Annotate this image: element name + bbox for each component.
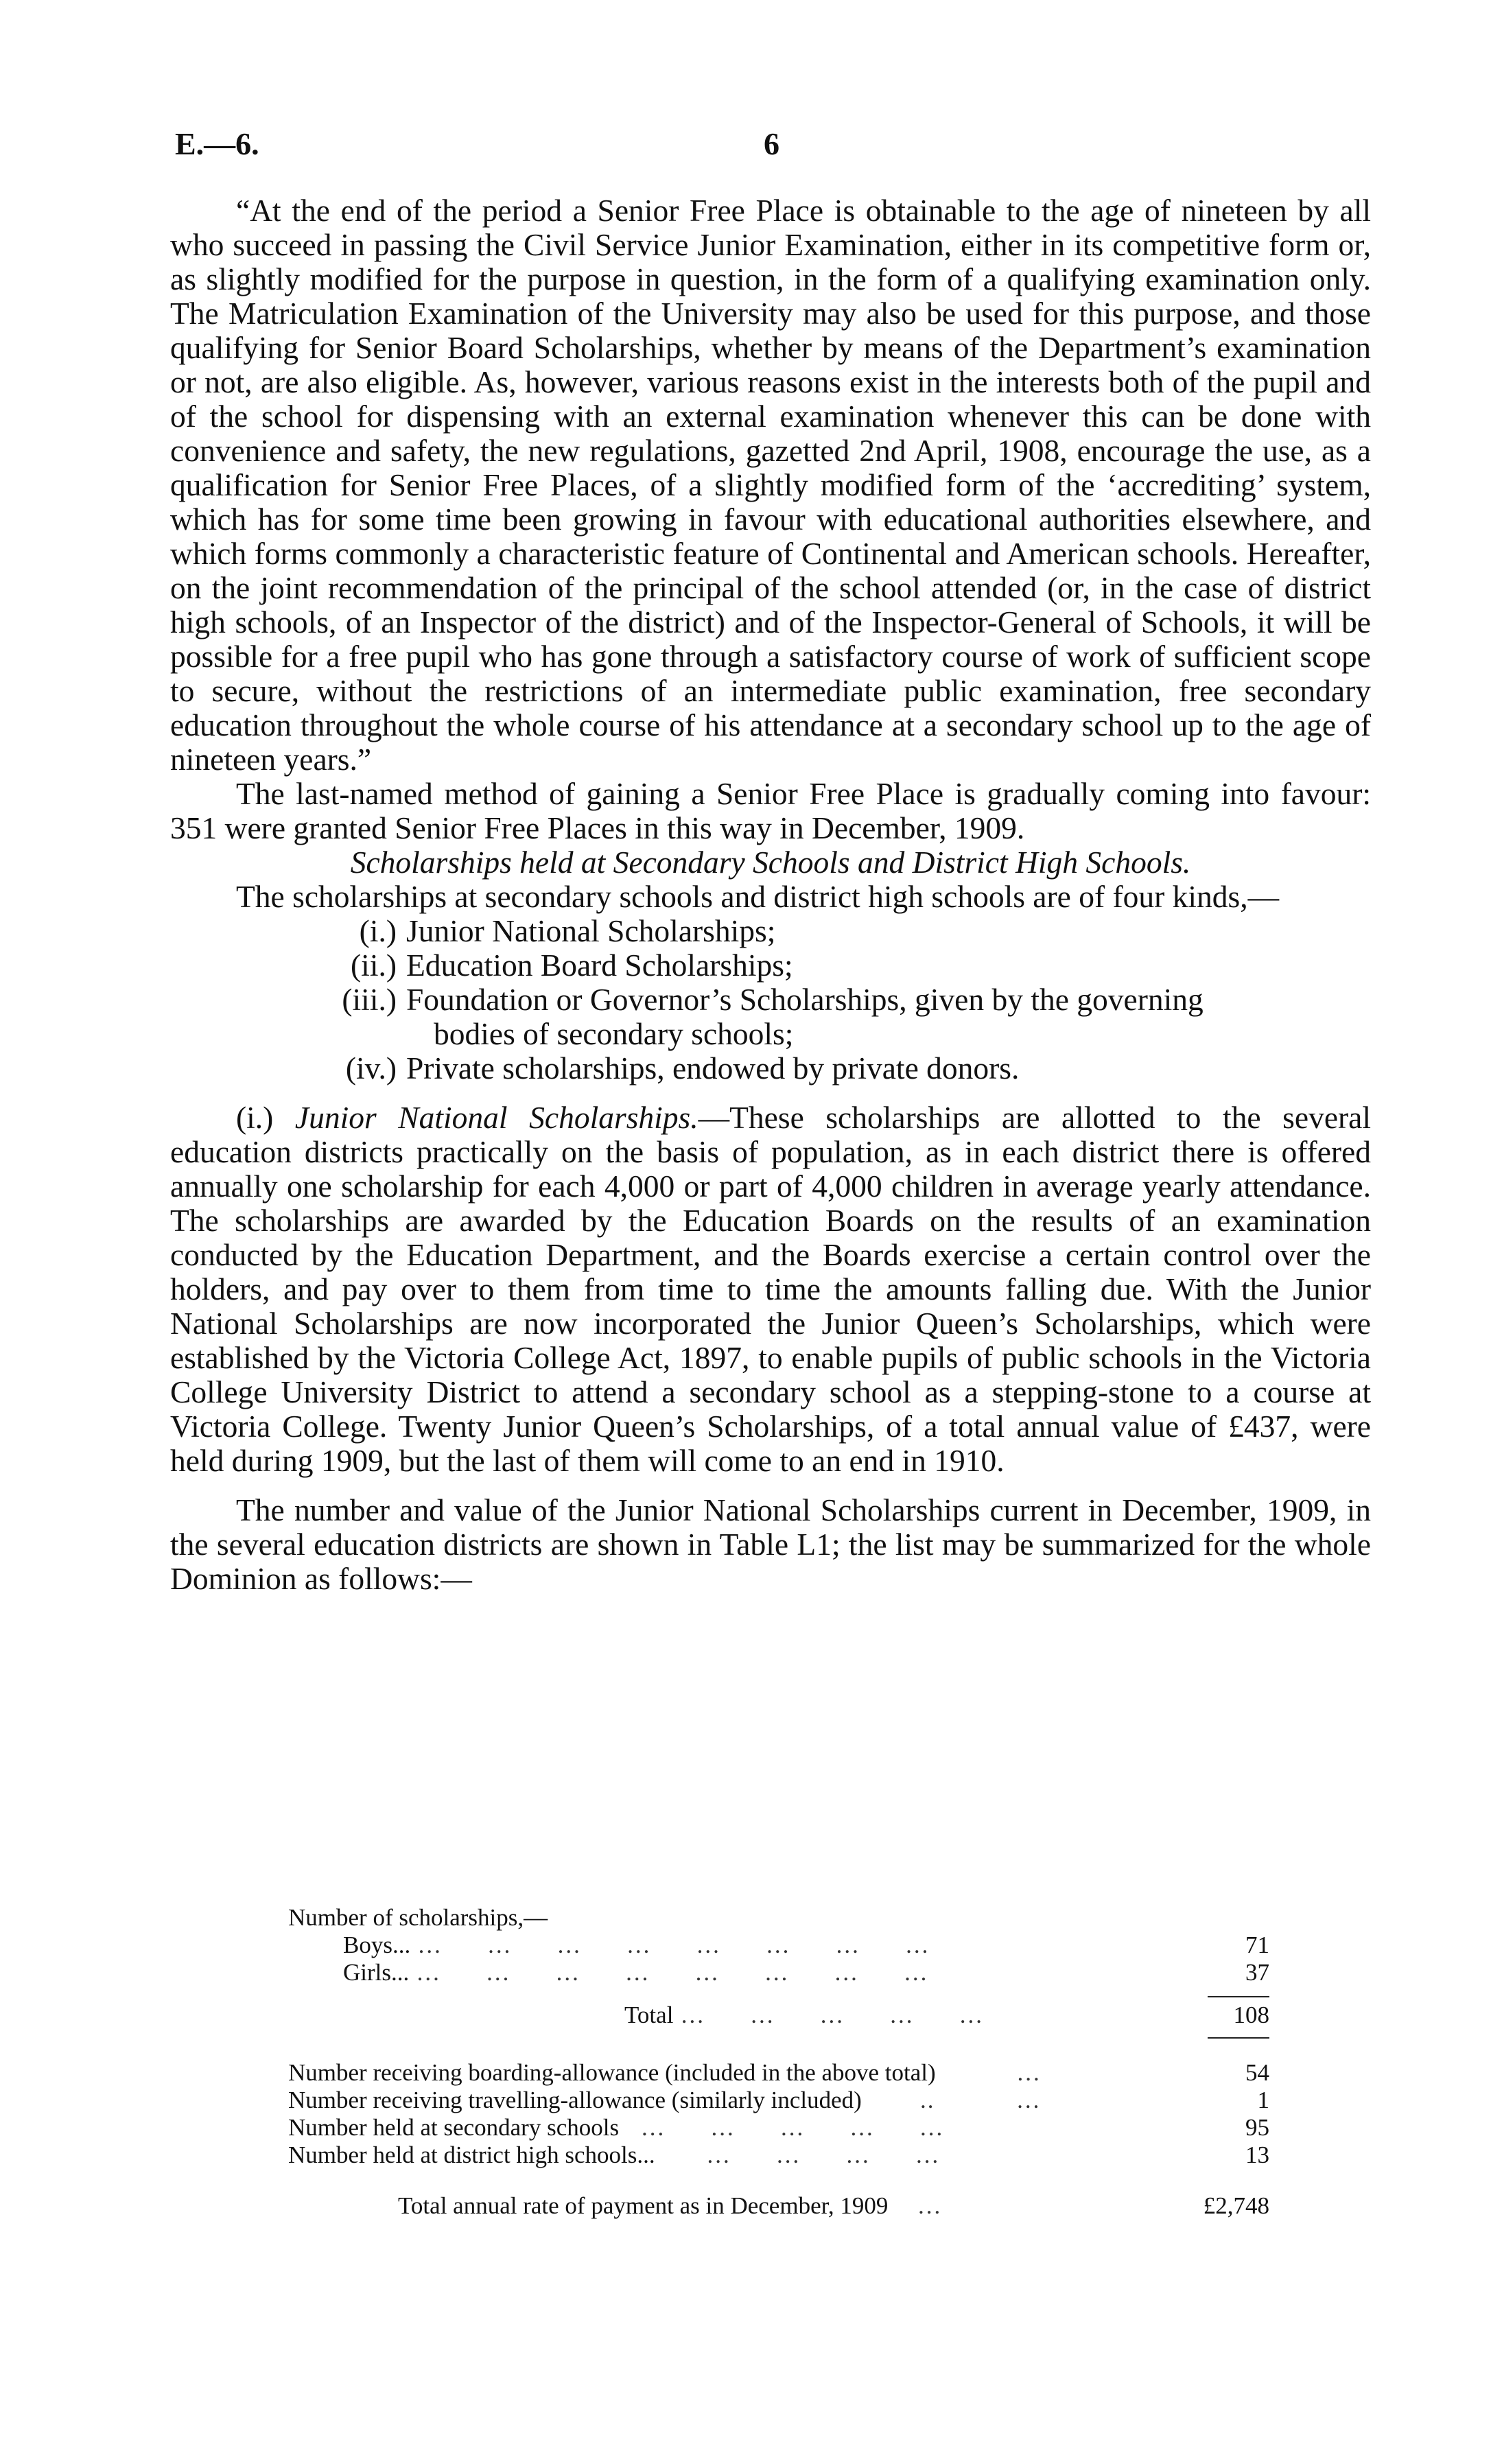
scholarship-kinds-list xyxy=(170,914,1371,1086)
table-row xyxy=(288,2192,1269,2220)
summary-heading: Number of scholarships,— xyxy=(288,1904,548,1931)
section-subheading: Scholarships held at Secondary Schools and District High Schools. xyxy=(350,845,1191,880)
secondary-value: 95 xyxy=(1245,2114,1269,2141)
summary-heading-row xyxy=(288,1904,1269,1932)
table-row xyxy=(288,2087,1269,2114)
list-item-text: Private scholarships, endowed by private donors. xyxy=(406,1051,1020,1086)
total-label: Total xyxy=(624,2002,674,2028)
paragraph-kinds: The scholarships at secondary schools and district high schools are of four kinds,— xyxy=(236,879,1280,914)
table-row xyxy=(288,1959,1269,1986)
paragraph-text: —These scholarships are allotted to the several education districts practically on the basis of population, as in each district there is offered annually one scholarship for each 4,000 or part of 4,000 children in average yearly attendance. The scholarships are awarded by the Education Boards on the results of an examination conducted by the Education Department, and the Boards exercise a certain control over the holders, and pay over to them from time to time the amounts falling due. With the Junior National Scholarships are now incorporated the Junior Queen’s Scholarships, which were established by the Victoria College Act, 1897, to enable pupils of public schools in the Victoria College University District to attend a secondary school as a stepping-stone to a course at Victoria College. Twenty Junior Queen’s Scholarships, of a total annual value of £437, were held during 1909, but the last of them will come to an end in 1910. xyxy=(170,1100,1371,1478)
list-item-text: Foundation or Governor’s Scholarships, given by the governing xyxy=(406,982,1204,1017)
paragraph-table-intro: The number and value of the Junior National Scholarships current in December, 1909, in the several education districts are shown in Table L1; the list may be summarized for the whole Dominion as follows:— xyxy=(170,1492,1371,1596)
boarding-label: Number receiving boarding-allowance (included in the above total) xyxy=(288,2059,936,2086)
paragraph-italic-heading: Junior National Scholarships. xyxy=(294,1100,698,1135)
leader-dots: … xyxy=(942,2059,1042,2086)
boarding-value: 54 xyxy=(1245,2059,1269,2086)
paragraph-quote: “At the end of the period a Senior Free Place is obtainable to the age of nineteen by all who succeed in passing the Civil Service Junior Examination, either in its competitive form or, as slightly modified for the purpose in question, in the form of a qualifying examination only. The Matriculation Examination of the University may also be used for this purpose, and those qualifying for Senior Board Scholarships, whether by means of the Department’s examination or not, are also eligible. As, however, various reasons exist in the interests both of the pupil and of the school for dispensing with an external examination whenever this can be done with convenience and safety, the new regulations, gazetted 2nd April, 1908, encourage the use, as a qualification for Senior Free Places, of a slightly modified form of the ‘accrediting’ system, which has for some time been growing in favour with educational authorities elsewhere, and which forms commonly a characteristic feature of Continental and American schools. Hereafter, on the joint recommendation of the principal of the school attended (or, in the case of district high schools, of an Inspector of the district) and of the Inspector-General of Schools, it will be possible for a free pupil who has gone through a satisfactory course of work of sufficient scope to secure, without the restrictions of an intermediate public examination, free secondary education throughout the whole course of his attendance at a secondary school up to the age of nineteen years.” xyxy=(170,193,1371,777)
list-item-continuation: bodies of secondary schools; xyxy=(434,1016,794,1051)
body-text xyxy=(170,193,1371,1596)
list-item-number: (ii.) xyxy=(351,948,397,983)
table-row xyxy=(288,2114,1269,2142)
girls-label: Girls... xyxy=(343,1959,410,1986)
leader-dots: … … … … … xyxy=(626,2114,945,2141)
paragraph-junior-national xyxy=(170,1101,1371,1478)
boys-label: Boys... xyxy=(343,1932,411,1958)
list-item-number: (iii.) xyxy=(342,982,397,1017)
leader-dots: … … … … … … … … xyxy=(417,1932,930,1958)
travelling-label: Number receiving travelling-allowance (similarly included) xyxy=(288,2087,862,2113)
list-item-number: (iv.) xyxy=(345,1051,397,1086)
paragraph-lead-number: (i.) xyxy=(236,1100,274,1135)
list-item-text: Junior National Scholarships; xyxy=(406,913,776,948)
spacer xyxy=(288,2039,1269,2059)
document-reference: E.—6. xyxy=(175,126,259,161)
secondary-label: Number held at secondary schools xyxy=(288,2114,620,2141)
travelling-value: 1 xyxy=(1257,2087,1269,2113)
list-item xyxy=(170,914,1371,948)
list-item xyxy=(170,983,1371,1051)
table-row xyxy=(288,2059,1269,2087)
leader-dots: .. … xyxy=(868,2087,1042,2113)
annual-payment-label: Total annual rate of payment as in December, 1909 xyxy=(398,2192,889,2219)
paragraph-senior-free-place: The last-named method of gaining a Senior Free Place is gradually coming into favour: 351 were granted Senior Free Places in this way in December, 1909. xyxy=(170,776,1371,845)
boys-value: 71 xyxy=(1245,1932,1269,1958)
list-item xyxy=(170,948,1371,983)
list-item-text-block xyxy=(406,983,1371,1051)
list-item xyxy=(170,1051,1371,1086)
list-item-number: (i.) xyxy=(359,913,397,948)
district-label: Number held at district high schools... xyxy=(288,2142,655,2168)
annual-payment-value: £2,748 xyxy=(1203,2192,1269,2219)
leader-dots: … … … … xyxy=(661,2142,941,2168)
leader-dots: … … … … … … … … xyxy=(416,1959,929,1986)
leader-dots: … … … … … xyxy=(680,2002,985,2028)
table-row xyxy=(288,1932,1269,1959)
list-item-text: Education Board Scholarships; xyxy=(406,948,793,983)
sum-rule xyxy=(1208,1996,1269,1997)
table-row xyxy=(288,2142,1269,2169)
girls-value: 37 xyxy=(1245,1959,1269,1986)
district-value: 13 xyxy=(1245,2142,1269,2168)
page-number: 6 xyxy=(764,126,779,161)
total-value: 108 xyxy=(1233,2002,1269,2028)
table-row xyxy=(288,2002,1269,2029)
leader-dots: … xyxy=(895,2192,943,2219)
scholarship-summary-table xyxy=(288,1904,1269,2220)
